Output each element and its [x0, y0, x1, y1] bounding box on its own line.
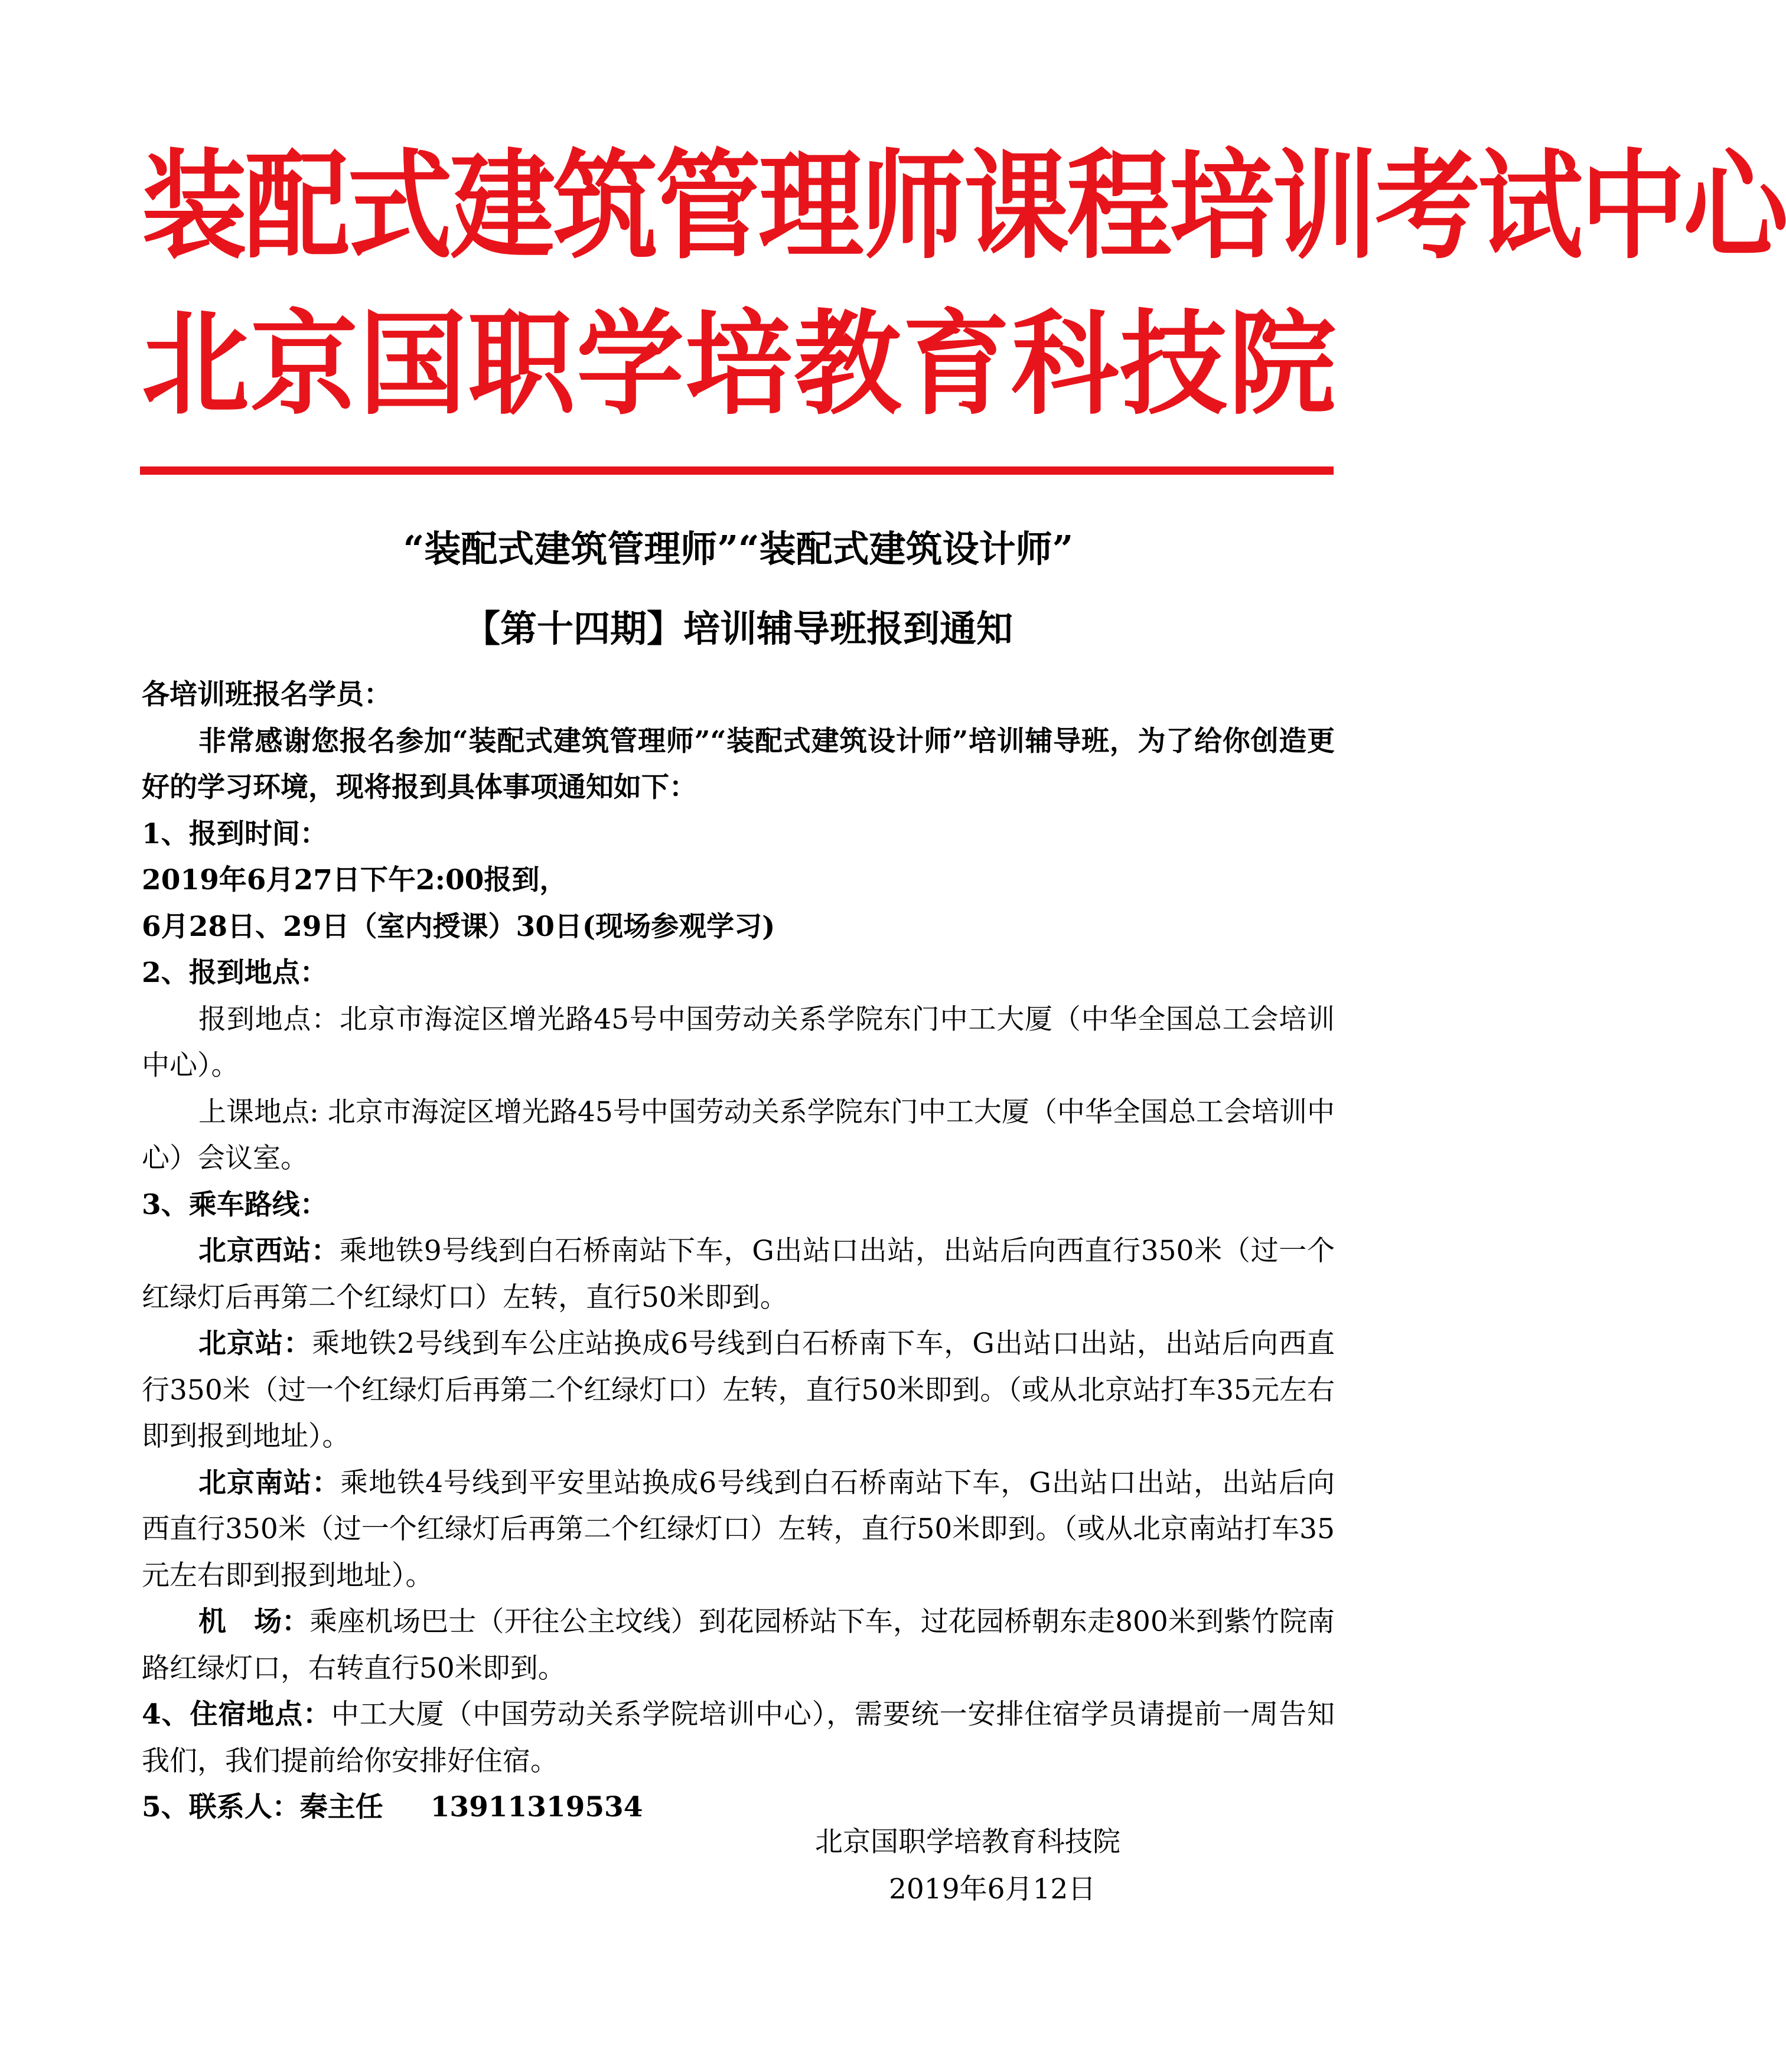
- salutation: 各培训班报名学员：: [142, 678, 392, 711]
- route-station: 北京西站：: [198, 1235, 340, 1267]
- route-text: 乘地铁4号线到平安里站换成6号线到白石桥南站下车，G出站口出站，出站后向西直行350米（过一个红绿灯后再第二个红绿灯口）左转，直行50米即到。（或从北京南站打车35元左右即到报到地址）。: [142, 1466, 1335, 1592]
- checkin-location: 报到地点：北京市海淀区增光路45号中国劳动关系学院东门中工大厦（中华全国总工会培训中心）。: [142, 1003, 1335, 1082]
- route-item: [142, 1321, 1335, 1460]
- signature-date: 2019年6月12日: [889, 1873, 1096, 1905]
- route-station: 北京南站：: [198, 1466, 341, 1499]
- lodging-paragraph: [142, 1692, 1335, 1784]
- route-item: [142, 1599, 1335, 1692]
- lodging-text: 中工大厦（中国劳动关系学院培训中心），需要统一安排住宿学员请提前一周告知我们，我们提前给你安排好住宿。: [142, 1698, 1335, 1777]
- route-station: 北京站：: [198, 1327, 312, 1360]
- route-text: 乘地铁9号线到白石桥南站下车，G出站口出站，出站后向西直行350米（过一个红绿灯后再第二个红绿灯口）左转，直行50米即到。: [142, 1235, 1335, 1314]
- notice-title-main: 【第十四期】培训辅导班报到通知: [463, 607, 1013, 650]
- contact-person: 5、联系人：秦主任: [142, 1791, 383, 1823]
- route-text: 乘座机场巴士（开往公主坟线）到花园桥站下车，过花园桥朝东走800米到紫竹院南路红绿灯口，右转直行50米即到。: [142, 1606, 1335, 1685]
- contact-phone: 13911319534: [430, 1791, 643, 1823]
- intro-paragraph: 非常感谢您报名参加“装配式建筑管理师”“装配式建筑设计师”培训辅导班，为了给你创造更好的学习环境，现将报到具体事项通知如下：: [142, 725, 1335, 804]
- notice-title-courses: “装配式建筑管理师”“装配式建筑设计师”: [403, 527, 1074, 570]
- route-station: 机 场：: [198, 1606, 310, 1638]
- header-institute-name: 北京国职学培教育科技院: [142, 298, 1337, 430]
- route-item: [142, 1460, 1335, 1600]
- checkin-time-line: 2019年6月27日下午2:00报到，: [142, 864, 568, 896]
- signature-block: [815, 1819, 1228, 1913]
- section-heading-time: 1、报到时间：: [142, 817, 328, 850]
- signature-org: 北京国职学培教育科技院: [815, 1826, 1120, 1858]
- class-location: 上课地点: 北京市海淀区增光路45号中国劳动关系学院东门中工大厦（中华全国总工会培训中心）会议室。: [142, 1095, 1335, 1174]
- section-heading-lodging: 4、住宿地点：: [142, 1698, 331, 1731]
- route-text: 乘地铁2号线到车公庄站换成6号线到白石桥南下车，G出站口出站，出站后向西直行350米（过一个红绿灯后再第二个红绿灯口）左转，直行50米即到。（或从北京站打车35元左右即到报到地址）。: [142, 1327, 1335, 1453]
- section-heading-route: 3、乘车路线：: [142, 1188, 328, 1221]
- notice-body: [142, 672, 1335, 1831]
- route-item: [142, 1228, 1335, 1321]
- section-heading-location: 2、报到地点：: [142, 957, 328, 989]
- schedule-line: 6月28日、29日（室内授课）30日(现场参观学习): [142, 910, 775, 943]
- header-center-name: 装配式建筑管理师课程培训考试中心: [142, 138, 1786, 275]
- header-divider: [140, 466, 1334, 475]
